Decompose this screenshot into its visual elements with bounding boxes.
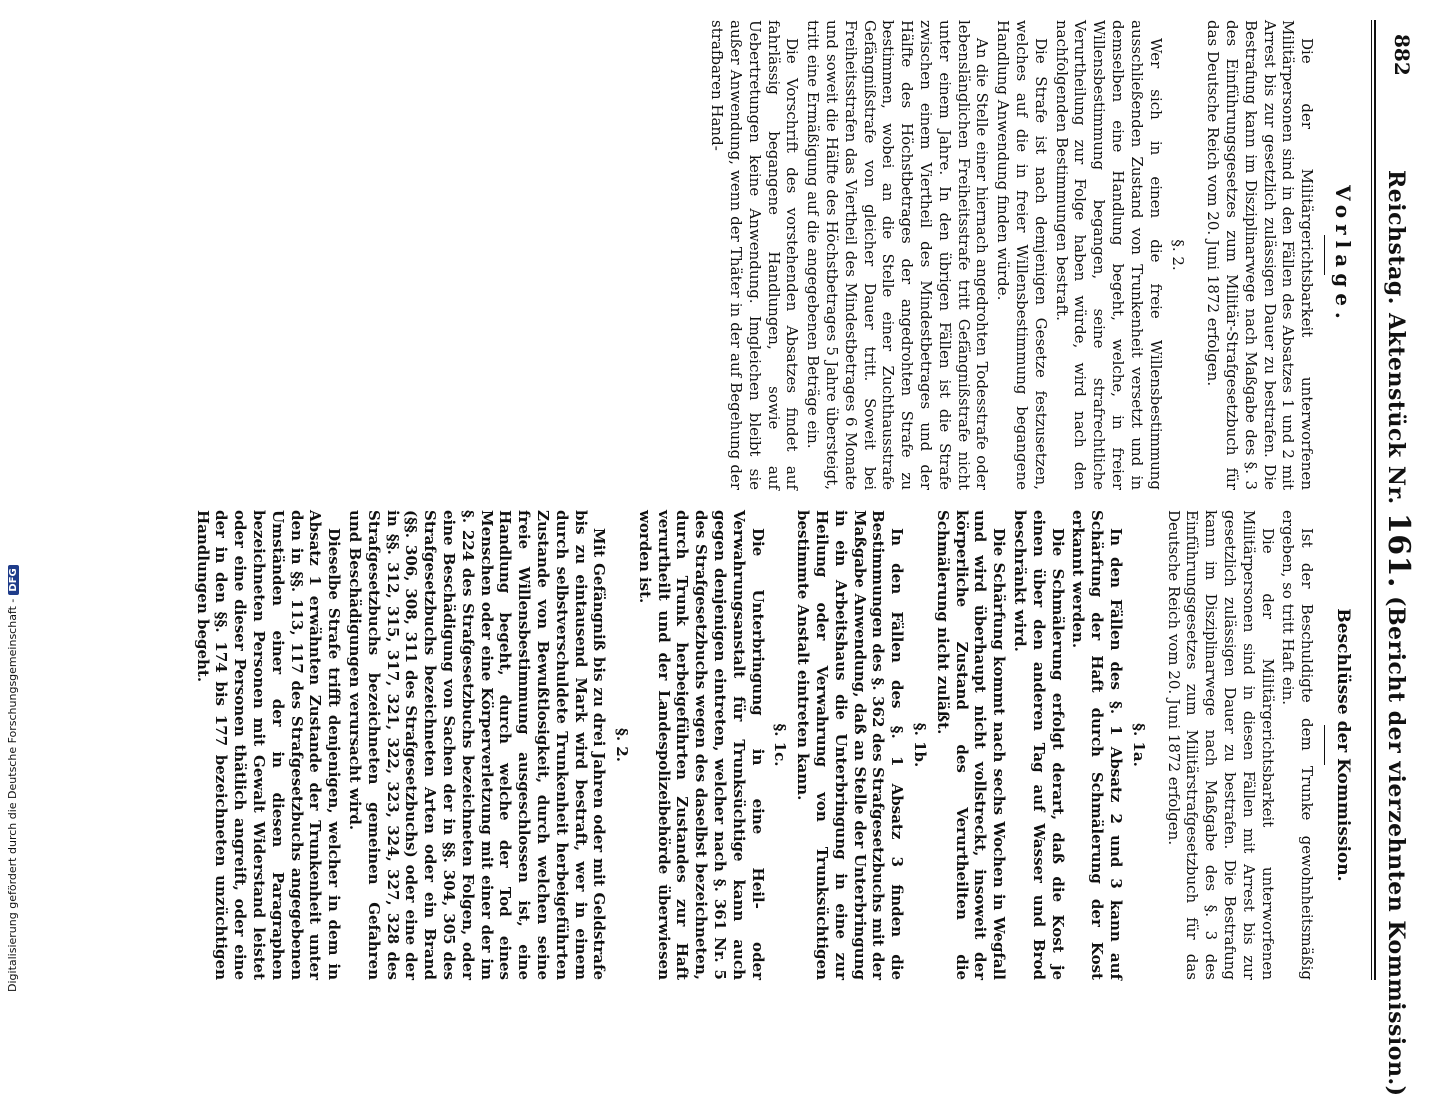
paragraph: Ist der Beschuldigte dem Trunke gewohnheitsmäßig ergeben, so tritt Haft ein. [1279,510,1317,980]
paragraph: Mit Gefängniß bis zu drei Jahren oder mit Geldstrafe bis zu eintausend Mark wird bestraft, wer in einem durch selbstverschuldete Trunkenheit herbeigeführten Zustande von Bewußtlosigkeit, durch welchen seine freie Willensbestimmung ausgeschlossen ist, eine Handlung begeht, durch welche der Tod eines Menschen oder eine Körperverletzung mit einer der im §. 224 des Strafgesetzbuchs bezeichneten Folgen, oder eine Beschädigung von Sachen der in §§. 304, 305 des Strafgesetzbuchs bezeichneten Arten oder ein Brand (§§. 306, 308, 311 des Strafgesetzbuchs) oder eine der in §§. 312, 315, 317, 321, 322, 323, 324, 327, 328 des Strafgesetzbuchs bezeichneten gemeinen Gefahren und Beschädigungen verursacht wird. [345,510,609,980]
column-beschluesse [191,510,1358,980]
paragraph: Die der Militärgerichtsbarkeit unterworfenen Militärpersonen sind in diesen Fällen mit Arrest bis zur gesetzlich zulässigen Dauer zu bestrafen. Die Bestrafung kann im Disziplinarwege nach Maßgabe des §. 3 des Einführungsgesetzes zum Militärstrafgesetzbuch für das Deutsche Reich vom 20. Juni 1872 erfolgen. [1164,510,1277,980]
column-heading-vorlage: Vorlage. [1331,185,1355,325]
credit-text: Digitalisierung gefördert durch die Deutsche Forschungsgemeinschaft - [6,598,19,992]
header-subtitle: (Bericht der vierzehnten Kommission.) [1383,596,1409,1097]
column-heading-beschluesse: Beschlüsse der Kommission. [1333,608,1353,882]
paragraph: In den Fällen des §. 1 Absatz 2 und 3 kann auf Schärfung der Haft durch Schmälerung der Kost erkannt werden. [1069,510,1126,980]
section-heading: §. 2. [1169,239,1188,271]
paragraph: Die Strafe ist nach demjenigen Gesetze festzusetzen, welches auf die in freier Willensbestimmung begangene Handlung Anwendung finden würde. [994,20,1050,490]
paragraph: Die Vorschrift des vorstehenden Absatzes findet auf fahrlässig begangene Handlungen, sowie auf Uebertretungen keine Anwendung. Imgleichen bleibt sie außer Anwendung, wenn der Thäter in der auf Begehung der strafbaren Hand- [708,20,802,490]
paragraph: Die der Militärgerichtsbarkeit unterworfenen Militärpersonen sind in den Fällen des Absatzes 1 und 2 mit Arrest bis zur gesetzlich zulässigen Dauer zu bestrafen. Die Bestrafung kann im Disziplinarwege nach Maßgabe des §. 3 des Einführungsgesetzes zum Militär-Strafgesetzbuch für das Deutsche Reich vom 20. Juni 1872 erfolgen. [1204,20,1317,490]
paragraph: An die Stelle einer hiernach angedrohten Todesstrafe oder lebenslänglichen Freiheitsstrafe tritt Gefängnißstrafe nicht unter einem Jahre. In den übrigen Fällen ist die Strafe zwischen einem Viertheil des Mindestbetrages und der Hälfte des Höchstbetrages der angedrohten Strafe zu bestimmen, wobei an die Stelle einer Zuchthausstrafe Gefängnißstrafe von gleicher Dauer tritt. Soweit bei Freiheitsstrafen das Viertheil des Mindestbetrages 6 Monate und soweit die Hälfte des Höchstbetrages 5 Jahre übersteigt, tritt eine Ermäßigung auf die angegebenen Beträge ein. [804,20,992,490]
rotated-page [116,20,1416,1097]
section-heading: §. 1a. [1129,723,1148,767]
page-header [1381,20,1416,1097]
digitization-credit [6,565,19,992]
paragraph: Die Unterbringung in eine Heil- oder Verwahrungsanstalt für Trunksüchtige kann auch gegen denjenigen eintreten, welcher nach §. 361 Nr. 5 des Strafgesetzbuchs wegen des daselbst bezeichneten, durch Trunk herbeigeführten Zustandes zur Haft verurtheilt und der Landespolizeibehörde überwiesen worden ist. [635,510,767,980]
document-number: 161. [1381,512,1416,588]
paragraph: Die Schärfung kommt nach sechs Wochen in Wegfall und wird überhaupt nicht vollstreckt, insoweit der körperliche Zustand des Verurtheilten die Schmälerung nicht zuläßt. [933,510,1009,980]
spacer [1191,20,1201,490]
header-rule [1374,20,1376,980]
header-title-text: Reichstag. Aktenstück Nr. [1383,170,1409,505]
section-heading: §. 1c. [771,723,790,767]
paragraph: Wer sich in einen die freie Willensbestimmung ausschließenden Zustand von Trunkenheit versetzt und in demselben eine Handlung begeht, welche, in freier Willensbestimmung begangen, seine strafrechtliche Verurtheilung zur Folge haben würde, wird nach den nachfolgenden Bestimmungen bestraft. [1052,20,1165,490]
paragraph: In den Fällen des §. 1 Absatz 3 finden die Bestimmungen des §. 362 des Strafgesetzbuchs mit der Maßgabe Anwendung, daß an Stelle der Unterbringung in ein Arbeitshaus die Unterbringung in eine zur Heilung oder Verwahrung von Trunksüchtigen bestimmte Anstalt eintreten kann. [794,510,907,980]
paragraph: Dieselbe Strafe trifft denjenigen, welcher in dem in Absatz 1 erwähnten Zustande der Trunkenheit unter den in §§. 113, 117 des Strafgesetzbuchs angegebenen Umständen einer der in diesen Paragraphen bezeichneten Personen mit Gewalt Widerstand leistet oder eine dieser Personen thätlich angreift, oder eine der in den §§. 174 bis 177 bezeichneten unzüchtigen Handlungen begeht. [193,510,344,980]
section-heading: §. 1b. [911,722,930,768]
paragraph: Die Schmälerung erfolgt derart, daß die Kost je einen über den anderen Tag auf Wasser und Brod beschränkt wird. [1011,510,1067,980]
header-title [1381,170,1416,1097]
heading-divider [1324,725,1325,765]
dfg-logo: DFG [8,565,19,594]
heading-divider [1324,235,1325,275]
spacer [1152,510,1162,980]
section-heading: §. 2. [613,728,632,762]
page-number: 882 [1390,34,1414,76]
column-vorlage [706,20,1359,490]
header-rule-thin [1371,20,1372,980]
